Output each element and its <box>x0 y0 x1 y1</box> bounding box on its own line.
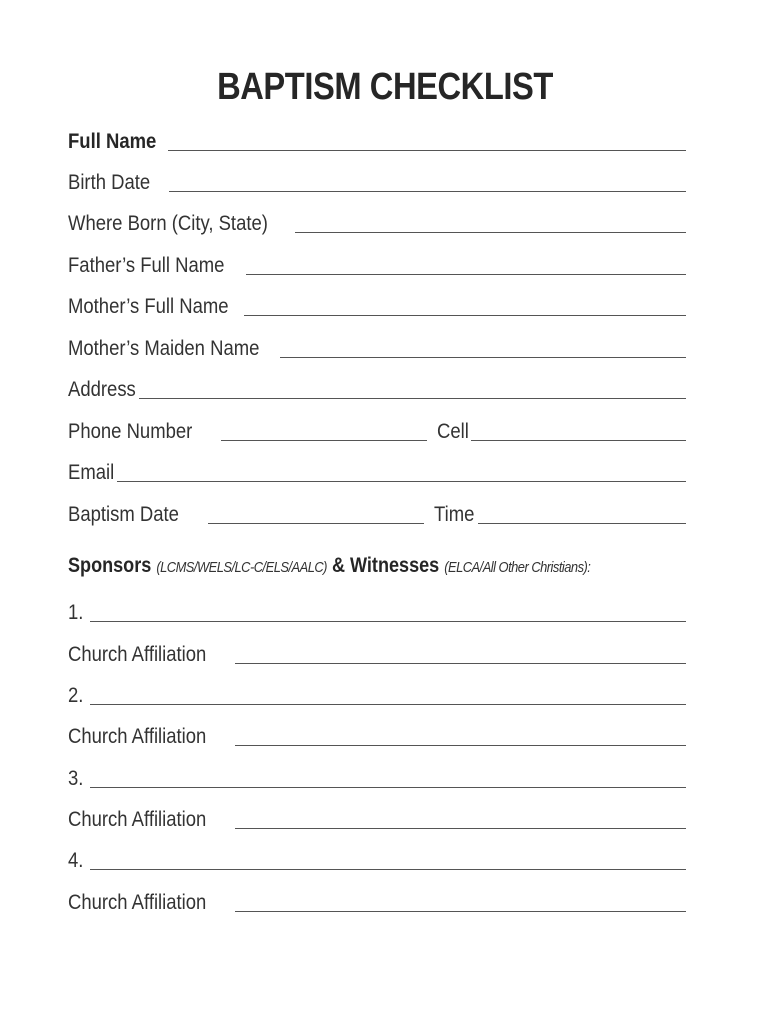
address-row <box>68 372 686 402</box>
witnesses-label: & Witnesses <box>331 554 440 577</box>
father-name-row <box>68 248 686 278</box>
sponsor-3-affiliation-row <box>68 802 686 832</box>
mother-maiden-field[interactable] <box>280 357 687 358</box>
sponsor-4-field[interactable] <box>90 869 686 870</box>
birth-date-row <box>68 165 686 195</box>
sponsors-note: (LCMS/WELS/LC-C/ELS/AALC) <box>156 559 327 576</box>
email-label: Email <box>68 461 115 484</box>
phone-field[interactable] <box>221 440 427 441</box>
where-born-label: Where Born (City, State) <box>68 212 268 235</box>
birth-date-label: Birth Date <box>68 171 151 194</box>
cell-field[interactable] <box>471 440 686 441</box>
full-name-label: Full Name <box>68 130 157 153</box>
sponsor-4-affiliation-row <box>68 885 686 915</box>
baptism-date-row <box>68 497 686 527</box>
cell-label: Cell <box>437 420 470 443</box>
sponsor-1-number: 1. <box>68 601 84 624</box>
sponsor-1-row <box>68 595 686 625</box>
time-label: Time <box>434 503 475 526</box>
birth-date-field[interactable] <box>169 191 686 192</box>
sponsor-3-affiliation-field[interactable] <box>235 828 686 829</box>
sponsor-3-number: 3. <box>68 767 84 790</box>
sponsor-3-field[interactable] <box>90 787 686 788</box>
sponsor-1-affiliation-row <box>68 637 686 667</box>
sponsor-2-row <box>68 678 686 708</box>
sponsor-2-affiliation-row <box>68 719 686 749</box>
witnesses-note: (ELCA/All Other Christians): <box>444 559 591 576</box>
full-name-row <box>68 124 686 154</box>
address-label: Address <box>68 378 136 401</box>
mother-name-field[interactable] <box>244 315 686 316</box>
sponsor-4-affiliation-field[interactable] <box>235 911 686 912</box>
time-field[interactable] <box>478 523 686 524</box>
phone-label: Phone Number <box>68 420 193 443</box>
mother-name-row <box>68 289 686 319</box>
mother-maiden-row <box>68 331 686 361</box>
where-born-field[interactable] <box>295 232 686 233</box>
sponsor-4-row <box>68 843 686 873</box>
sponsors-label: Sponsors <box>68 554 152 577</box>
sponsor-1-affiliation-field[interactable] <box>235 663 686 664</box>
phone-row <box>68 414 686 444</box>
email-row <box>68 455 686 485</box>
email-field[interactable] <box>117 481 686 482</box>
address-field[interactable] <box>139 398 686 399</box>
sponsor-3-row <box>68 761 686 791</box>
page-title: BAPTISM CHECKLIST <box>217 66 553 108</box>
father-name-label: Father’s Full Name <box>68 254 225 277</box>
sponsor-2-field[interactable] <box>90 704 686 705</box>
sponsor-4-affiliation-label: Church Affiliation <box>68 891 207 914</box>
baptism-date-label: Baptism Date <box>68 503 179 526</box>
sponsor-1-field[interactable] <box>90 621 686 622</box>
sponsor-3-affiliation-label: Church Affiliation <box>68 808 207 831</box>
baptism-date-field[interactable] <box>208 523 424 524</box>
sponsor-2-number: 2. <box>68 684 84 707</box>
sponsor-2-affiliation-field[interactable] <box>235 745 686 746</box>
sponsors-heading <box>68 552 618 582</box>
mother-maiden-label: Mother’s Maiden Name <box>68 337 260 360</box>
father-name-field[interactable] <box>246 274 686 275</box>
sponsor-1-affiliation-label: Church Affiliation <box>68 643 207 666</box>
where-born-row <box>68 206 686 236</box>
mother-name-label: Mother’s Full Name <box>68 295 229 318</box>
full-name-field[interactable] <box>168 150 686 151</box>
sponsor-4-number: 4. <box>68 849 84 872</box>
sponsor-2-affiliation-label: Church Affiliation <box>68 725 207 748</box>
